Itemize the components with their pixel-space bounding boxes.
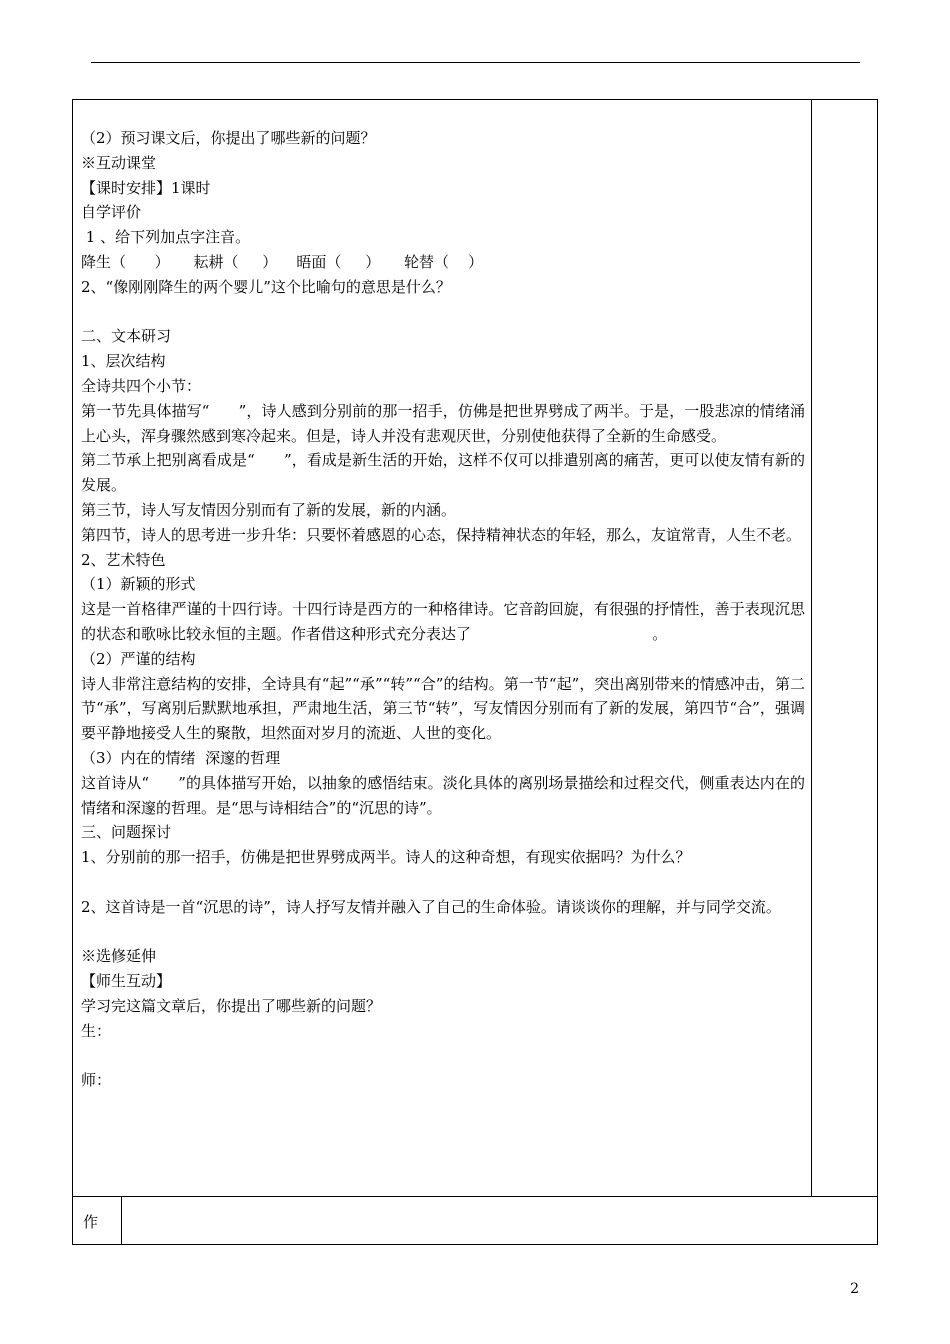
blank-line <box>81 870 805 895</box>
blank-line <box>81 920 805 945</box>
paragraph: 第四节，诗人的思考进一步升华：只要怀着感恩的心态，保持精神状态的年轻，那么，友谊常青，人生不老。 <box>81 525 802 544</box>
paragraph: 诗人非常注意结构的安排，全诗具有“起”“承”“转”“合”的结构。第一节“起”，突出离别带来的情感冲击，第二节“承”，写离别后默默地承担，严肃地生活，第三节“转”，写友情因分别而有了新的发展，第四节“合”，强调要平静地接受人生的聚散，坦然面对岁月的流逝、人世的变化。 <box>81 674 805 743</box>
question-line: 1、分别前的那一招手，仿佛是把世界劈成两半。诗人的这种奇想，有现实依据吗？为什么？ <box>81 848 691 867</box>
text-line: 第三节，诗人写友情因分别而有了新的发展，新的内涵。 <box>81 500 457 519</box>
text-line: 【师生互动】 <box>81 972 172 991</box>
text-line: （2）预习课文后，你提出了哪些新的问题？ <box>81 129 376 147</box>
text-line: （1）新颖的形式 <box>81 575 196 594</box>
student-answer-label: 生： <box>81 1021 112 1040</box>
worksheet-table <box>72 99 878 1245</box>
table-column-divider <box>811 100 812 1196</box>
bottom-row-column-divider <box>121 1196 122 1244</box>
text-line: 学习完这篇文章后，你提出了哪些新的问题？ <box>81 996 382 1015</box>
pinyin-exercise-line: 降生（ ） 耘耕（ ） 晤面（ ） 轮替（ ） <box>81 252 484 271</box>
section-heading: 二、文本研习 <box>81 327 172 346</box>
text-line: 【课时安排】1课时 <box>81 178 211 197</box>
text-line: （2）严谨的结构 <box>81 649 196 668</box>
text-line: 2、“像刚刚降生的两个婴儿”这个比喻句的意思是什么？ <box>81 277 451 296</box>
blank-line <box>81 1043 805 1068</box>
section-heading: 三、问题探讨 <box>81 823 172 842</box>
blank-line <box>81 300 805 325</box>
text-line: 全诗共四个小节： <box>81 376 202 395</box>
paragraph: 这是一首格律严谨的十四行诗。十四行诗是西方的一种格律诗。它音韵回旋，有很强的抒情性，善于表现沉思的状态和歌咏比较永恒的主题。作者借这种形式充分表达了 。 <box>81 600 805 643</box>
paragraph: 第二节承上把别离看成是“ ”，看成是新生活的开始，这样不仅可以排遣别离的痛苦，更可以使友情有新的发展。 <box>81 451 805 495</box>
header-rule <box>91 62 860 63</box>
section-heading: ※互动课堂 <box>81 153 157 172</box>
text-line: 自学评价 <box>81 203 142 222</box>
question-line: 2、这首诗是一首“沉思的诗”，诗人抒写友情并融入了自己的生命体验。请谈谈你的理解，并与同学交流。 <box>81 897 781 916</box>
paragraph: 第一节先具体描写“ ”，诗人感到分别前的那一招手，仿佛是把世界劈成了两半。于是，一股悲凉的情绪涌上心头，浑身骤然感到寒冷起来。但是，诗人并没有悲观厌世，分别使他获得了全新的生命感受。 <box>81 401 805 445</box>
section-heading: ※选修延伸 <box>81 947 157 966</box>
bottom-row-label: 作 <box>83 1213 99 1231</box>
paragraph: 这首诗从“ ”的具体描写开始，以抽象的感悟结束。淡化具体的离别场景描绘和过程交代，侧重表达内在的情绪和深邃的哲理。是“思与诗相结合”的“沉思的诗”。 <box>81 773 805 817</box>
text-line: 2、艺术特色 <box>81 550 166 569</box>
lesson-content <box>81 126 805 1093</box>
text-line: （3）内在的情绪 深邃的哲理 <box>81 748 281 767</box>
text-line: 1 、给下列加点字注音。 <box>81 228 251 247</box>
teacher-answer-label: 师： <box>81 1071 112 1090</box>
table-row-divider <box>73 1196 877 1197</box>
text-line: 1、层次结构 <box>81 352 166 371</box>
page-number: 2 <box>850 1281 859 1297</box>
